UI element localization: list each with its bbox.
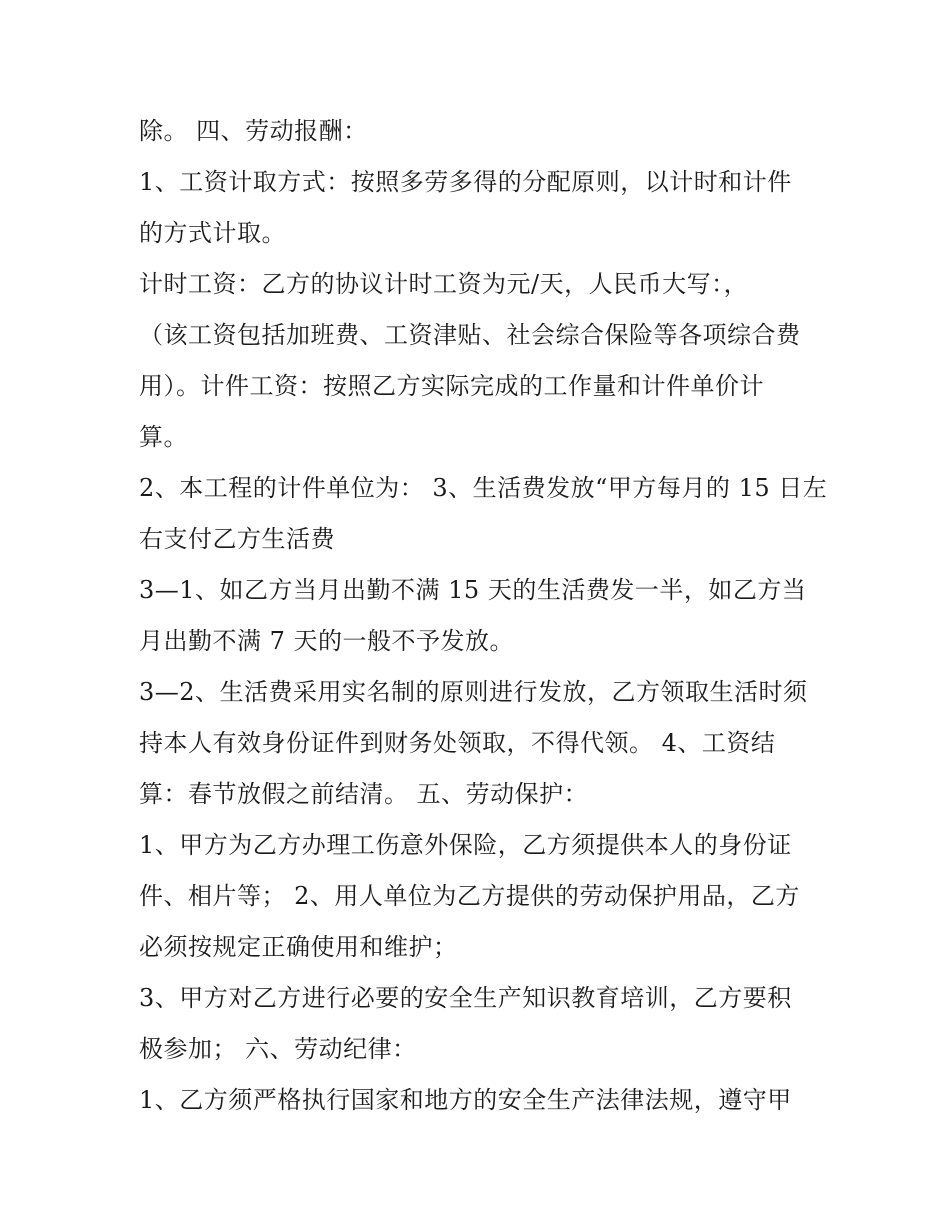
text-line: 用）。计件工资：按照乙方实际完成的工作量和计件单价计: [139, 372, 764, 400]
text-line: 算：春节放假之前结清。 五、劳动保护：: [139, 780, 589, 808]
text-line: 1、乙方须严格执行国家和地方的安全生产法律法规，遵守甲: [139, 1086, 792, 1114]
text-line: 月出勤不满 7 天的一般不予发放。: [139, 627, 515, 655]
text-line: 2、本工程的计件单位为： 3、生活费发放“甲方每月的 15 日左: [139, 474, 828, 502]
text-line: 右支付乙方生活费: [139, 525, 335, 553]
text-line: 算。: [139, 423, 188, 451]
text-line: 件、相片等； 2、用人单位为乙方提供的劳动保护用品，乙方: [139, 882, 800, 910]
text-line: 计时工资：乙方的协议计时工资为元/天，人民币大写：，: [139, 270, 749, 298]
text-line: 的方式计取。: [139, 219, 286, 247]
text-line: 3—2、生活费采用实名制的原则进行发放，乙方领取生活时须: [139, 678, 808, 706]
text-line: 必须按规定正确使用和维护；: [139, 933, 458, 961]
text-line: 1、工资计取方式：按照多劳多得的分配原则，以计时和计件: [139, 168, 792, 196]
text-line: 1、甲方为乙方办理工伤意外保险，乙方须提供本人的身份证: [139, 831, 792, 859]
document-body: [139, 106, 828, 1126]
text-line: 3、甲方对乙方进行必要的安全生产知识教育培训，乙方要积: [139, 984, 792, 1012]
text-line: 3—1、如乙方当月出勤不满 15 天的生活费发一半，如乙方当: [139, 576, 807, 604]
text-line: 除。 四、劳动报酬：: [139, 117, 368, 145]
text-line: 持本人有效身份证件到财务处领取，不得代领。 4、工资结: [139, 729, 776, 757]
text-line: 极参加； 六、劳动纪律：: [139, 1035, 417, 1063]
text-line: （该工资包括加班费、工资津贴、社会综合保险等各项综合费: [139, 321, 801, 349]
